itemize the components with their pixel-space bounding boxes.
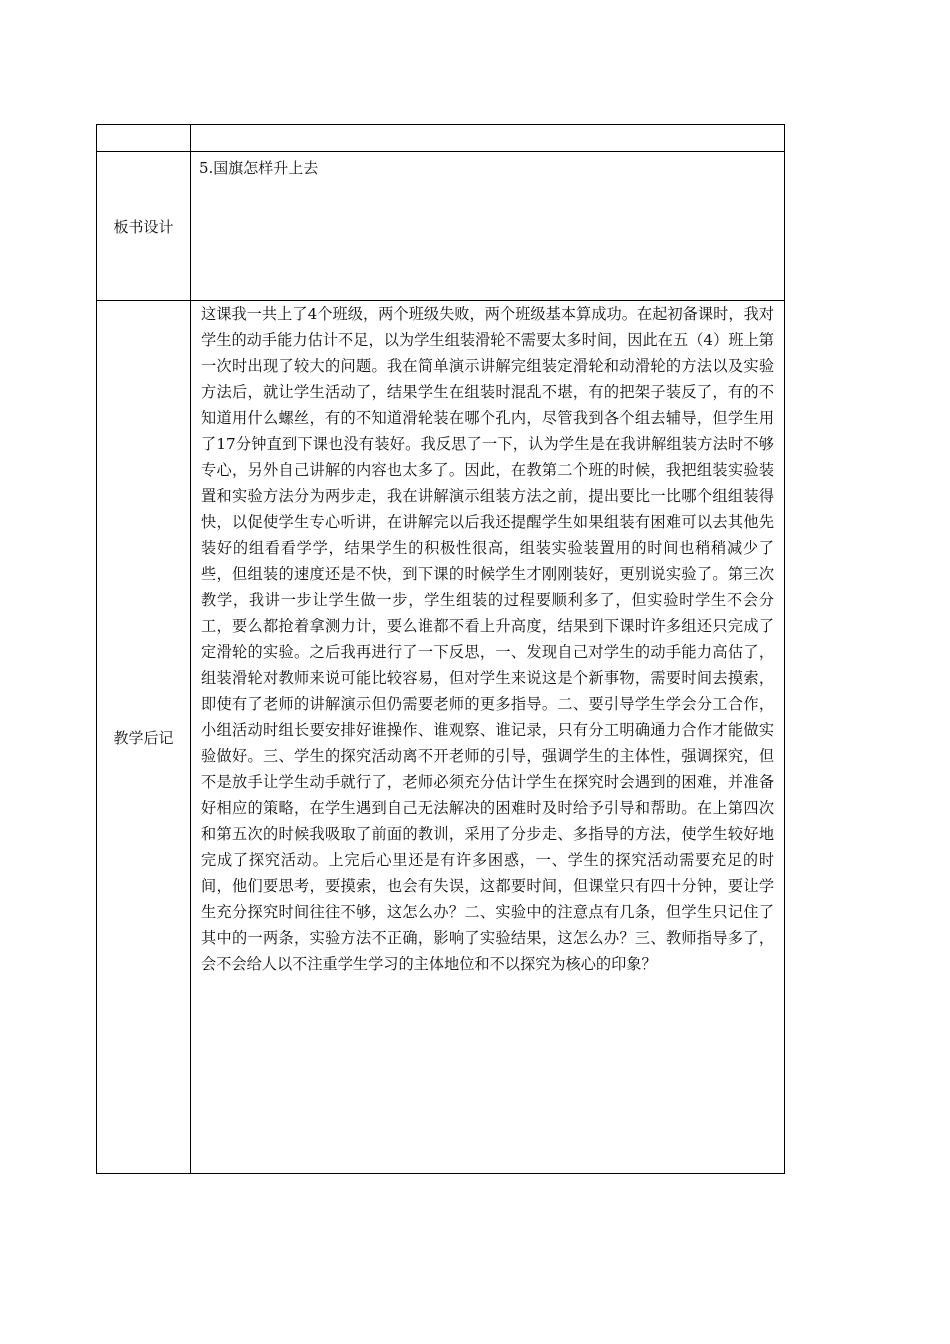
teaching-notes-label: 教学后记 xyxy=(97,301,191,1174)
board-design-label: 板书设计 xyxy=(97,152,191,301)
teaching-notes-row xyxy=(97,301,785,1174)
lesson-plan-table xyxy=(96,124,785,1174)
teaching-notes-content: 这课我一共上了4个班级，两个班级失败，两个班级基本算成功。在起初备课时，我对学生的动手能力估计不足，以为学生组装滑轮不需要太多时间，因此在五（4）班上第一次时出现了较大的问题。我在简单演示讲解完组装定滑轮和动滑轮的方法以及实验方法后，就让学生活动了，结果学生在组装时混乱不堪，有的把架子装反了，有的不知道用什么螺丝，有的不知道滑轮装在哪个孔内，尽管我到各个组去辅导，但学生用了17分钟直到下课也没有装好。我反思了一下，认为学生是在我讲解组装方法时不够专心，另外自己讲解的内容也太多了。因此，在教第二个班的时候，我把组装实验装置和实验方法分为两步走，我在讲解演示组装方法之前，提出要比一比哪个组组装得快，以促使学生专心听讲，在讲解完以后我还提醒学生如果组装有困难可以去其他先装好的组看看学学，结果学生的积极性很高，组装实验装置用的时间也稍稍减少了些，但组装的速度还是不快，到下课的时候学生才刚刚装好，更别说实验了。第三次教学，我讲一步让学生做一步，学生组装的过程要顺利多了，但实验时学生不会分工，要么都抢着拿测力计，要么谁都不看上升高度，结果到下课时许多组还只完成了定滑轮的实验。之后我再进行了一下反思，一、发现自己对学生的动手能力高估了，组装滑轮对教师来说可能比较容易，但对学生来说这是个新事物，需要时间去摸索，即使有了老师的讲解演示但仍需要老师的更多指导。二、要引导学生学会分工合作，小组活动时组长要安排好谁操作、谁观察、谁记录，只有分工明确通力合作才能做实验做好。三、学生的探究活动离不开老师的引导，强调学生的主体性，强调探究，但不是放手让学生动手就行了，老师必须充分估计学生在探究时会遇到的困难，并准备好相应的策略，在学生遇到自己无法解决的困难时及时给予引导和帮助。在上第四次和第五次的时候我吸取了前面的教训，采用了分步走、多指导的方法，使学生较好地完成了探究活动。上完后心里还是有许多困惑，一、学生的探究活动需要充足的时间，他们要思考，要摸索，也会有失误，这都要时间，但课堂只有四十分钟，要让学生充分探究时间往往不够，这怎么办？二、实验中的注意点有几条，但学生只记住了其中的一两条，实验方法不正确，影响了实验结果，这怎么办？三、教师指导多了，会不会给人以不注重学生学习的主体地位和不以探究为核心的印象？ xyxy=(201,305,774,973)
header-row xyxy=(97,125,785,152)
header-label-cell xyxy=(97,125,191,152)
teaching-notes-cell xyxy=(191,301,785,1174)
board-design-row xyxy=(97,152,785,301)
board-design-cell xyxy=(191,152,785,301)
header-content-cell xyxy=(191,125,785,152)
board-design-content: 5.国旗怎样升上去 xyxy=(199,159,319,177)
